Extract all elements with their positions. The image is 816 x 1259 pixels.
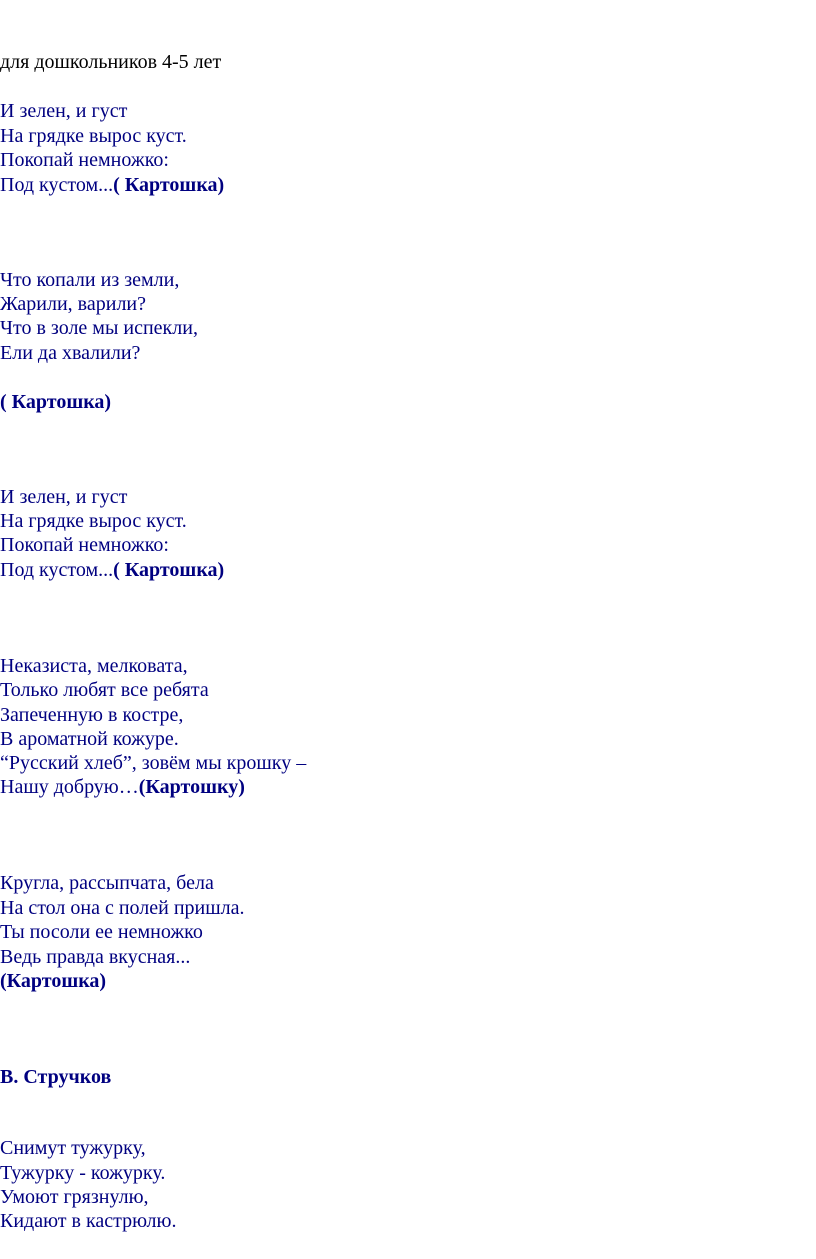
- riddle-answer: ( Картошка): [0, 391, 112, 413]
- riddle-answer: (Картошка): [0, 970, 107, 992]
- riddle-line: И зелен, и густ: [0, 486, 128, 508]
- riddle-line: Жарили, варили?: [0, 293, 147, 315]
- riddle-line: Кругла, рассыпчата, бела: [0, 872, 214, 894]
- riddle-line: Ты посоли ее немножко: [0, 921, 203, 943]
- riddle-line: [0, 775, 245, 799]
- riddle-text: Под кустом...: [0, 174, 114, 196]
- riddle-line: Неказиста, мелковата,: [0, 655, 188, 677]
- riddle-line: На грядке вырос куст.: [0, 125, 187, 147]
- riddle-line: Тужурку - кожурку.: [0, 1162, 166, 1184]
- riddle-line: Что в золе мы испекли,: [0, 317, 198, 339]
- riddle-line: Снимут тужурку,: [0, 1137, 146, 1159]
- riddle-line: И зелен, и густ: [0, 100, 128, 122]
- riddle-line: Кидают в кастрюлю.: [0, 1210, 177, 1232]
- riddle-line: “Русский хлеб”, зовём мы крошку –: [0, 752, 307, 774]
- riddle-line: Покопай немножко:: [0, 534, 169, 556]
- riddle-line: [0, 173, 224, 197]
- riddle-line: [0, 558, 224, 582]
- riddle-text: Нашу добрую…: [0, 776, 139, 798]
- riddle-answer: ( Картошка): [113, 174, 225, 196]
- riddle-line: На стол она с полей пришла.: [0, 897, 245, 919]
- riddle-answer: (Картошку): [138, 776, 245, 798]
- author-name: В. Стручков: [0, 1066, 112, 1088]
- riddle-text: Под кустом...: [0, 559, 114, 581]
- riddle-line: Умоют грязнулю,: [0, 1186, 149, 1208]
- intro-line: для дошкольников 4-5 лет: [0, 51, 222, 73]
- riddle-line: Ведь правда вкусная...: [0, 946, 191, 968]
- riddle-line: Что копали из земли,: [0, 269, 180, 291]
- riddle-line: Только любят все ребята: [0, 679, 209, 701]
- riddle-line: Ели да хвалили?: [0, 342, 141, 364]
- riddle-answer: ( Картошка): [113, 559, 225, 581]
- riddle-line: Покопай немножко:: [0, 149, 169, 171]
- riddle-line: В ароматной кожуре.: [0, 728, 179, 750]
- riddle-line: Запеченную в костре,: [0, 704, 184, 726]
- riddle-line: На грядке вырос куст.: [0, 510, 187, 532]
